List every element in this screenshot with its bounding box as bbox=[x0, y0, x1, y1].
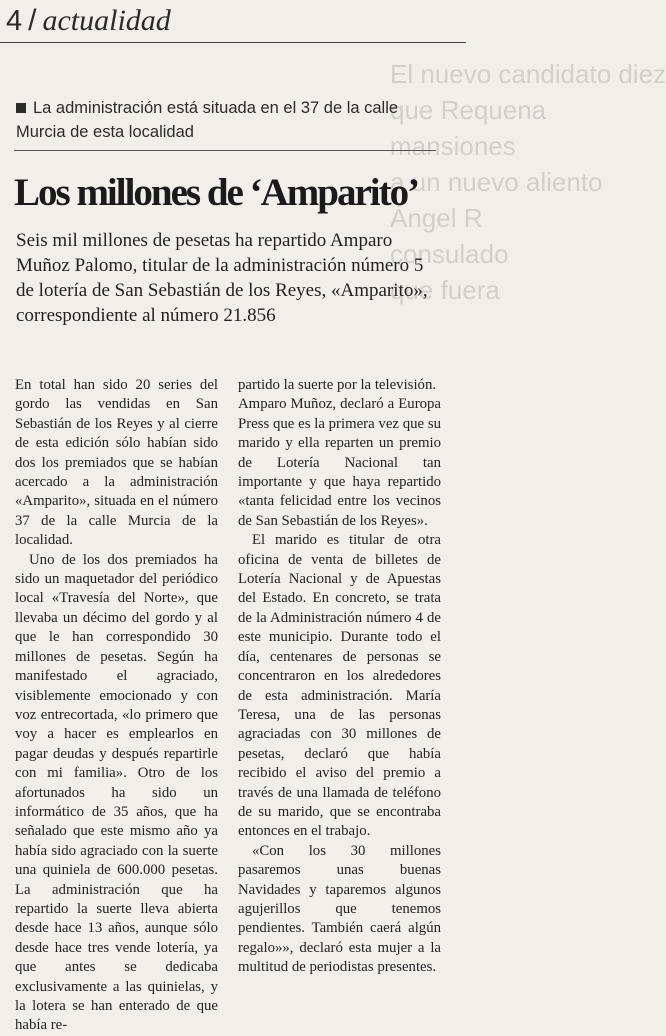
body-paragraph: El marido es titular de otra oficina de venta de billetes de Lotería Nacional y de Apuestas del Estado. En concreto, se trata de la Administración número 4 de este municipio. Durante todo el día, centenares de personas se concentraron en los alrededores de esta administración. María Teresa, una de las personas agraciadas con 30 millones de pesetas, declaró que había recibido el aviso del premio a través de una llamada de teléfono de su marido, que se encontraba entonces en el trabajo. bbox=[238, 532, 441, 840]
lead-paragraph: Seis mil millones de pesetas ha repartido Amparo Muñoz Palomo, titular de la administración número 5 de lotería de San Sebastián de los Reyes, «Amparito», correspondiente al número 21.856 bbox=[16, 230, 428, 326]
body-paragraph: Uno de los dos premiados ha sido un maquetador del periódico local «Travesía del Norte», que llevaba un décimo del gordo y al que le han correspondido 30 millones de pesetas. Según ha manifestado el agraciado, visiblemente emocionado y con voz entrecortada, «lo primero que voy a hacer es emplearlos en pagar deudas y después repartirle con mi familia». Otro de los afortunados ha sido un informático de 35 años, que ha señalado que este mismo año ya había sido agraciado con la suerte una quiniela de 600.000 pesetas. La administración que ha repartido la suerte lleva abierta desde hace 13 años, aunque sólo desde hace tres vende lotería, ya que antes se dedicaba exclusivamente a las quinielas, y la lotera se han enterado de que había re- bbox=[15, 551, 218, 1034]
page-header bbox=[6, 2, 466, 42]
kicker bbox=[16, 96, 436, 144]
bullet-square-icon bbox=[16, 103, 26, 113]
page-number: 4 bbox=[6, 5, 23, 37]
body-paragraph: «Con los 30 millones pasaremos unas buenas Navidades y taparemos algunos agujerillos que tenemos pendientes. También caerá algún regalo»», declaró esta mujer a la multitud de periodistas presentes. bbox=[238, 842, 441, 976]
body-column-left bbox=[15, 376, 218, 1036]
header-rule bbox=[0, 42, 466, 43]
body-paragraph: Amparo Muñoz, declaró a Europa Press que es la primera vez que su marido y ella reparten un premio de Lotería Nacional tan importante y que haya repartido «tanta felicidad entre los vecinos de San Sebastián de los Reyes». bbox=[238, 396, 441, 529]
body-paragraph: En total han sido 20 series del gordo las vendidas en San Sebastián de los Reyes y al cierre de esta edición sólo habían sido dos los premiados que se habían acercado a la administración «Amparito», situada en el número 37 de la calle Murcia de la localidad. bbox=[15, 377, 218, 549]
section-name: actualidad bbox=[42, 4, 171, 37]
kicker-text: La administración está situada en el 37 de la calle Murcia de esta localidad bbox=[16, 99, 399, 141]
body-paragraph: partido la suerte por la televisión. bbox=[238, 377, 437, 393]
body-column-right bbox=[238, 376, 441, 978]
bleed-through-text: El nuevo candidato diez que Requena mansiones a un nuevo aliento Ángel R consulado que fuera bbox=[390, 59, 666, 305]
header-separator: / bbox=[28, 4, 37, 37]
headline: Los millones de ‘Amparito’ bbox=[14, 171, 419, 214]
kicker-rule bbox=[14, 150, 436, 151]
